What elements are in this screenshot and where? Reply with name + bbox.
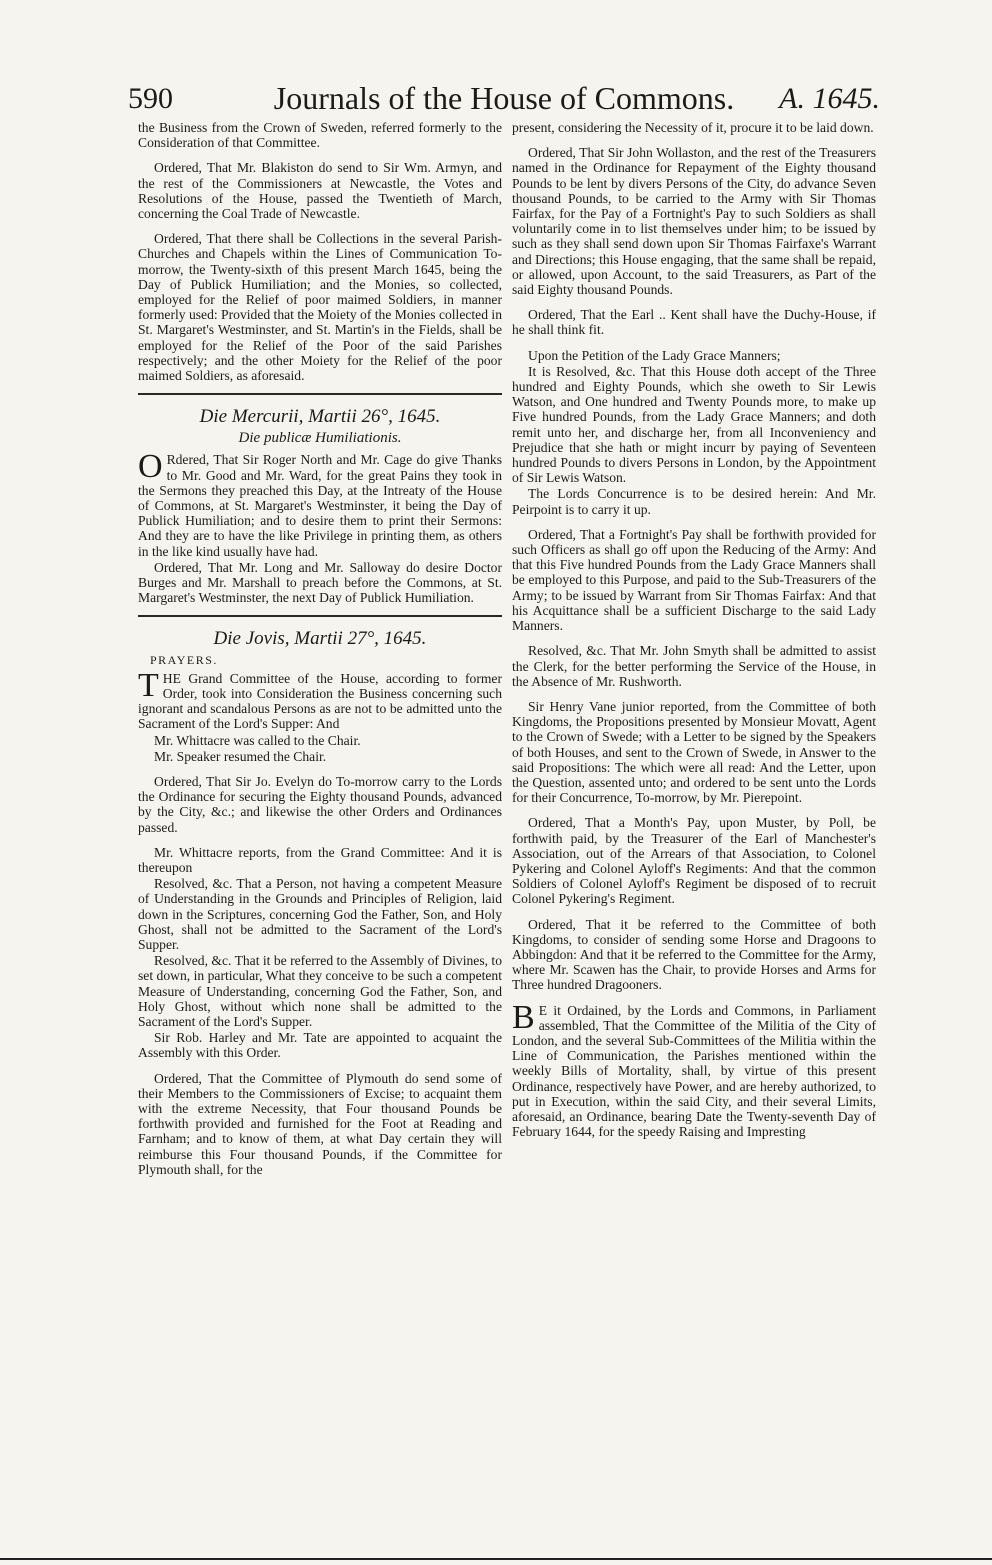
paragraph-text: Rdered, That Sir Roger North and Mr. Cage do give Thanks to Mr. Good and Mr. Ward, for the great Pains they took in the Sermons they preached this Day, at the Intreaty of the House of Commons, at St. Margaret's Westminster, it being the Day of Publick Humiliation; and to desire them to print their Sermons: And they are to have the like Privilege in printing them, as others in the like kind usually have had. — [138, 452, 502, 559]
paragraph: Sir Henry Vane junior reported, from the Committee of both Kingdoms, the Propositions presented by Monsieur Movatt, Agent to the Crown of Swede; with a Letter to be signed by the Speakers of both Houses, and sent to the Crown of Swede, in Answer to the said Propositions: The which were all read: And the Letter, upon the Question, assented unto; and ordered to be sent unto the Lords for their Concurrence, To-morrow, by Mr. Pierepoint. — [512, 698, 876, 806]
paragraph — [138, 448, 502, 559]
paragraph: Ordered, That a Fortnight's Pay shall be forthwith provided for such Officers as shall go off upon the Reducing of the Army: And that this Five hundred Pounds from the Lady Grace Manners shall be employed to this Purpose, and paid to the Sub-Treasurers of the Army; to be issued by Warrant from Sir Thomas Fairfax: And that his Acquittance shall be a sufficient Discharge to the said Lady Manners. — [512, 526, 876, 634]
paragraph: Upon the Petition of the Lady Grace Manners; — [528, 347, 781, 363]
paragraph: Resolved, &c. That a Person, not having a competent Measure of Understanding in the Grounds and Principles of Religion, laid down in the Scriptures, concerning God the Father, Son, and Holy Ghost, shall not be admitted to the Sacrament of the Lord's Supper. — [138, 876, 502, 952]
paragraph: the Business from the Crown of Sweden, referred formerly to the Consideration of that Committee. — [138, 120, 502, 151]
day-heading: Die Jovis, Martii 27°, 1645. — [213, 628, 427, 650]
page-number: 590 — [128, 82, 173, 115]
paragraph: Ordered, That the Earl .. Kent shall have the Duchy-House, if he shall think fit. — [512, 307, 876, 338]
paragraph: Ordered, That Sir John Wollaston, and the rest of the Treasurers named in the Ordinance for Repayment of the Eighty thousand Pounds to be lent by divers Persons of the City, do advance Seven thousand Pounds, to be carried to the Army with Sir Thomas Fairfax, for the Pay of a Fortnight's Pay to such Soldiers as shall voluntarily come in to list themselves under him; to be issued by such as they shall send down upon Sir Thomas Fairfaxe's Warrant and Directions; this House engaging, that the same shall be repaid, or allowed, upon Account, to the said Treasurers, as Part of the said Eighty thousand Pounds. — [512, 145, 876, 298]
paragraph: Resolved, &c. That it be referred to the Assembly of Divines, to set down, in particular, What they conceive to be such a competent Measure of Understanding, concerning God the Father, Son, and Holy Ghost, without which none shall be admitted to the Sacrament of the Lord's Supper. — [138, 953, 502, 1029]
paragraph: Resolved, &c. That Mr. John Smyth shall be admitted to assist the Clerk, for the better performing the Service of the House, in the Absence of Mr. Rushworth. — [512, 643, 876, 689]
section-divider — [138, 615, 502, 617]
paragraph: Ordered, That the Committee of Plymouth do send some of their Members to the Commissioners of Excise; to acquaint them with the extreme Necessity, that Four thousand Pounds be forthwith provided and furnished for the Foot at Reading and Farnham; and to know of them, at what Day certain they will reimburse this Four thousand Pounds, if the Committee for Plymouth shall, for the — [138, 1070, 502, 1177]
paragraph: Mr. Whittacre was called to the Chair. — [154, 732, 361, 748]
right-column — [512, 120, 876, 1410]
paragraph: It is Resolved, &c. That this House doth accept of the Three hundred and Eighty Pounds, which she oweth to Sir Lewis Watson, and One hundred and Twenty Pounds more, to make up Five hundred Pounds, from the Lady Grace Manners; and doth remit unto her, and discharge her, from all Inconveniency and Prejudice that she hath or might incurr by paying of Seventeen hundred Pounds to divers Persons in London, by the Appointment of Sir Lewis Watson. — [512, 363, 876, 486]
paragraph: Ordered, That Mr. Blakiston do send to Sir Wm. Armyn, and the rest of the Commissioners at Newcastle, the Votes and Resolutions of the House, passed the Twentieth of March, concerning the Coal Trade of Newcastle. — [138, 160, 502, 222]
paragraph: Ordered, That it be referred to the Committee of both Kingdoms, to consider of sending some Horse and Dragoons to Abbingdon: And that it be referred to the Committee for the Army, where Mr. Scawen has the Chair, to provide Horses and Arms for Three hundred Dragooners. — [512, 916, 876, 993]
paragraph: Ordered, That Mr. Long and Mr. Salloway do desire Doctor Burges and Mr. Marshall to preach before the Commons, at St. Margaret's Westminster, the next Day of Publick Humiliation. — [138, 559, 502, 606]
paragraph: Sir Rob. Harley and Mr. Tate are appointed to acquaint the Assembly with this Order. — [138, 1030, 502, 1061]
paragraph: Mr. Whittacre reports, from the Grand Committee: And it is thereupon — [138, 844, 502, 875]
paragraph: Ordered, That there shall be Collections in the several Parish-Churches and Chapels within the Lines of Communication To-morrow, the Twenty-sixth of this present March 1645, being the Day of Publick Humiliation; and the Monies, so collected, employed for the Relief of poor maimed Soldiers, in manner formerly used: Provided that the Moiety of the Monies collected in St. Margaret's Westminster, and St. Martin's in the Fields, shall be employed for the Relief of the Poor of the said Parishes respectively; and the other Moiety for the Relief of the poor maimed Soldiers, as aforesaid. — [138, 231, 502, 384]
paragraph-text: HE Grand Committee of the House, according to former Order, took into Consideration the Business concerning such ignorant and scandalous Persons as are not to be admitted unto the Sacrament of the Lord's Supper: And — [138, 670, 502, 732]
paragraph: present, considering the Necessity of it, procure it to be laid down. — [512, 120, 874, 135]
paragraph — [512, 998, 876, 1140]
paragraph: Ordered, That Sir Jo. Evelyn do To-morrow carry to the Lords the Ordinance for securing the Eighty thousand Pounds, advanced by the City, &c.; and likewise the other Orders and Ordinances passed. — [138, 773, 502, 835]
drop-cap: O — [138, 448, 163, 486]
prayers-label: PRAYERS. — [150, 653, 218, 668]
paragraph: Ordered, That a Month's Pay, upon Muster, by Poll, be forthwith paid, by the Treasurer of the Earl of Manchester's Association, out of the Arrears of that Association, to Colonel Pykering and Colonel Ayloff's Regiments: And that the common Soldiers of Colonel Ayloff's Regiment be disposed of to recruit Colonel Pykering's Regiment. — [512, 815, 876, 907]
paragraph: Mr. Speaker resumed the Chair. — [154, 748, 327, 764]
page-bottom-rule — [0, 1558, 992, 1560]
left-column — [138, 120, 502, 1410]
day-subheading: Die publicæ Humiliationis. — [238, 430, 402, 447]
drop-cap: T — [138, 666, 159, 704]
paragraph: The Lords Concurrence is to be desired herein: And Mr. Peirpoint is to carry it up. — [512, 486, 876, 517]
running-title: Journals of the House of Commons. — [273, 80, 735, 116]
page-header — [128, 80, 880, 120]
section-divider — [138, 393, 502, 395]
day-heading: Die Mercurii, Martii 26°, 1645. — [199, 406, 441, 428]
paragraph-text: E it Ordained, by the Lords and Commons, in Parliament assembled, That the Committee of the Militia of the City of London, and the several Sub-Committees of the Militia within the Line of Communication, the Parishes mentioned within the weekly Bills of Mortality, shall, by virtue of this present Ordinance, respectively have Power, and are hereby authorized, to put in Execution, within the said City, and their several Limits, aforesaid, an Ordinance, bearing Date the Twenty-seventh Day of February 1644, for the speedy Raising and Impresting — [512, 1002, 876, 1140]
drop-cap: B — [512, 998, 535, 1036]
paragraph — [138, 666, 502, 732]
year-mark: A. 1645. — [779, 82, 880, 115]
